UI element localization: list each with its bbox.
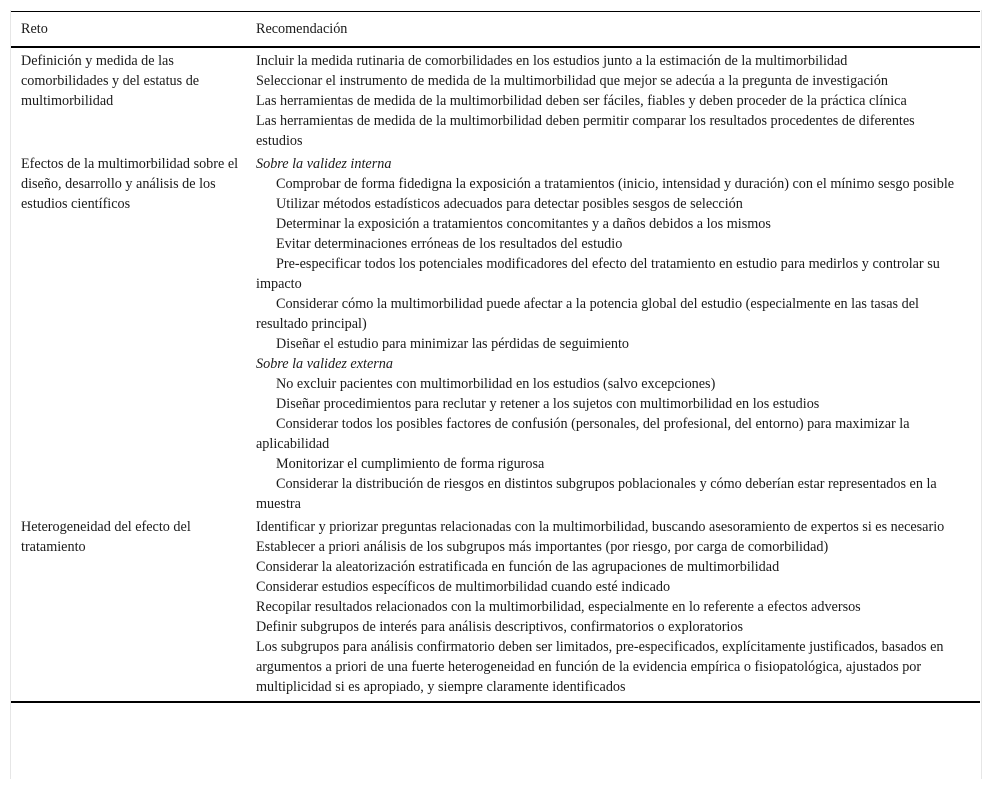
recommendation-item: Considerar cómo la multimorbilidad puede afectar a la potencia global del estudio (especialmente en las tasas del resultado principal) bbox=[256, 296, 919, 332]
table-header-row bbox=[11, 12, 980, 48]
recommendation-item: Seleccionar el instrumento de medida de la multimorbilidad que mejor se adecúa a la pregunta de investigación bbox=[256, 73, 888, 89]
subsection-heading-internal-validity: Sobre la validez interna bbox=[256, 156, 392, 172]
recommendation-item: Identificar y priorizar preguntas relacionadas con la multimorbilidad, buscando asesoramiento de expertos si es necesario bbox=[256, 519, 945, 535]
column-header-reto: Reto bbox=[11, 12, 246, 48]
recommendation-item: Definir subgrupos de interés para análisis descriptivos, confirmatorios o exploratorios bbox=[256, 619, 743, 635]
recommendation-item: Considerar todos los posibles factores de confusión (personales, del profesional, del entorno) para maximizar la aplicabilidad bbox=[256, 416, 910, 452]
recommendation-item: Determinar la exposición a tratamientos concomitantes y a daños debidos a los mismos bbox=[276, 216, 771, 232]
recommendation-item: Establecer a priori análisis de los subgrupos más importantes (por riesgo, por carga de comorbilidad) bbox=[256, 539, 829, 555]
reto-cell: Efectos de la multimorbilidad sobre el diseño, desarrollo y análisis de los estudios científicos bbox=[21, 156, 239, 212]
recommendation-item: Incluir la medida rutinaria de comorbilidades en los estudios junto a la estimación de la multimorbilidad bbox=[256, 53, 848, 69]
recommendation-item: Evitar determinaciones erróneas de los resultados del estudio bbox=[276, 236, 623, 252]
recommendation-item: Considerar la distribución de riesgos en distintos subgrupos poblacionales y cómo deberían estar representados en la muestra bbox=[256, 476, 937, 512]
table-row bbox=[11, 154, 980, 517]
recommendation-item: Diseñar procedimientos para reclutar y retener a los sujetos con multimorbilidad en los estudios bbox=[276, 396, 820, 412]
table-row bbox=[11, 517, 980, 702]
recommendation-item: Monitorizar el cumplimiento de forma rigurosa bbox=[276, 456, 545, 472]
recommendation-item: Recopilar resultados relacionados con la multimorbilidad, especialmente en lo referente a efectos adversos bbox=[256, 599, 861, 615]
recommendation-item: Pre-especificar todos los potenciales modificadores del efecto del tratamiento en estudio para medirlos y controlar su impacto bbox=[256, 256, 940, 292]
recommendation-item: Los subgrupos para análisis confirmatorio deben ser limitados, pre-especificados, explícitamente justificados, basados en argumentos a priori de una fuerte heterogeneidad en función de la evidencia empírica o fisiopatológica, ajustados por multiplicidad si es apropiado, y siempre claramente identificados bbox=[256, 639, 944, 695]
column-header-recomendacion: Recomendación bbox=[246, 12, 980, 48]
recommendation-item: Considerar estudios específicos de multimorbilidad cuando esté indicado bbox=[256, 579, 671, 595]
reto-cell: Heterogeneidad del efecto del tratamiento bbox=[11, 517, 246, 702]
recommendation-cell bbox=[246, 517, 980, 702]
subsection-heading-external-validity: Sobre la validez externa bbox=[256, 356, 393, 372]
table-row bbox=[11, 47, 980, 154]
recommendation-cell bbox=[246, 47, 980, 154]
recommendations-table bbox=[11, 11, 980, 703]
recommendation-cell bbox=[246, 154, 980, 517]
recommendation-item: No excluir pacientes con multimorbilidad en los estudios (salvo excepciones) bbox=[276, 376, 716, 392]
recommendation-item: Considerar la aleatorización estratificada en función de las agrupaciones de multimorbilidad bbox=[256, 559, 780, 575]
recommendation-item: Las herramientas de medida de la multimorbilidad deben ser fáciles, fiables y deben proceder de la práctica clínica bbox=[256, 93, 907, 109]
recommendation-item: Las herramientas de medida de la multimorbilidad deben permitir comparar los resultados procedentes de diferentes estudios bbox=[256, 113, 915, 149]
recommendation-item: Comprobar de forma fidedigna la exposición a tratamientos (inicio, intensidad y duración) con el mínimo sesgo posible bbox=[276, 176, 955, 192]
reto-cell: Definición y medida de las comorbilidades y del estatus de multimorbilidad bbox=[21, 53, 200, 109]
recommendation-item: Utilizar métodos estadísticos adecuados para detectar posibles sesgos de selección bbox=[276, 196, 743, 212]
recommendation-item: Diseñar el estudio para minimizar las pérdidas de seguimiento bbox=[276, 336, 630, 352]
